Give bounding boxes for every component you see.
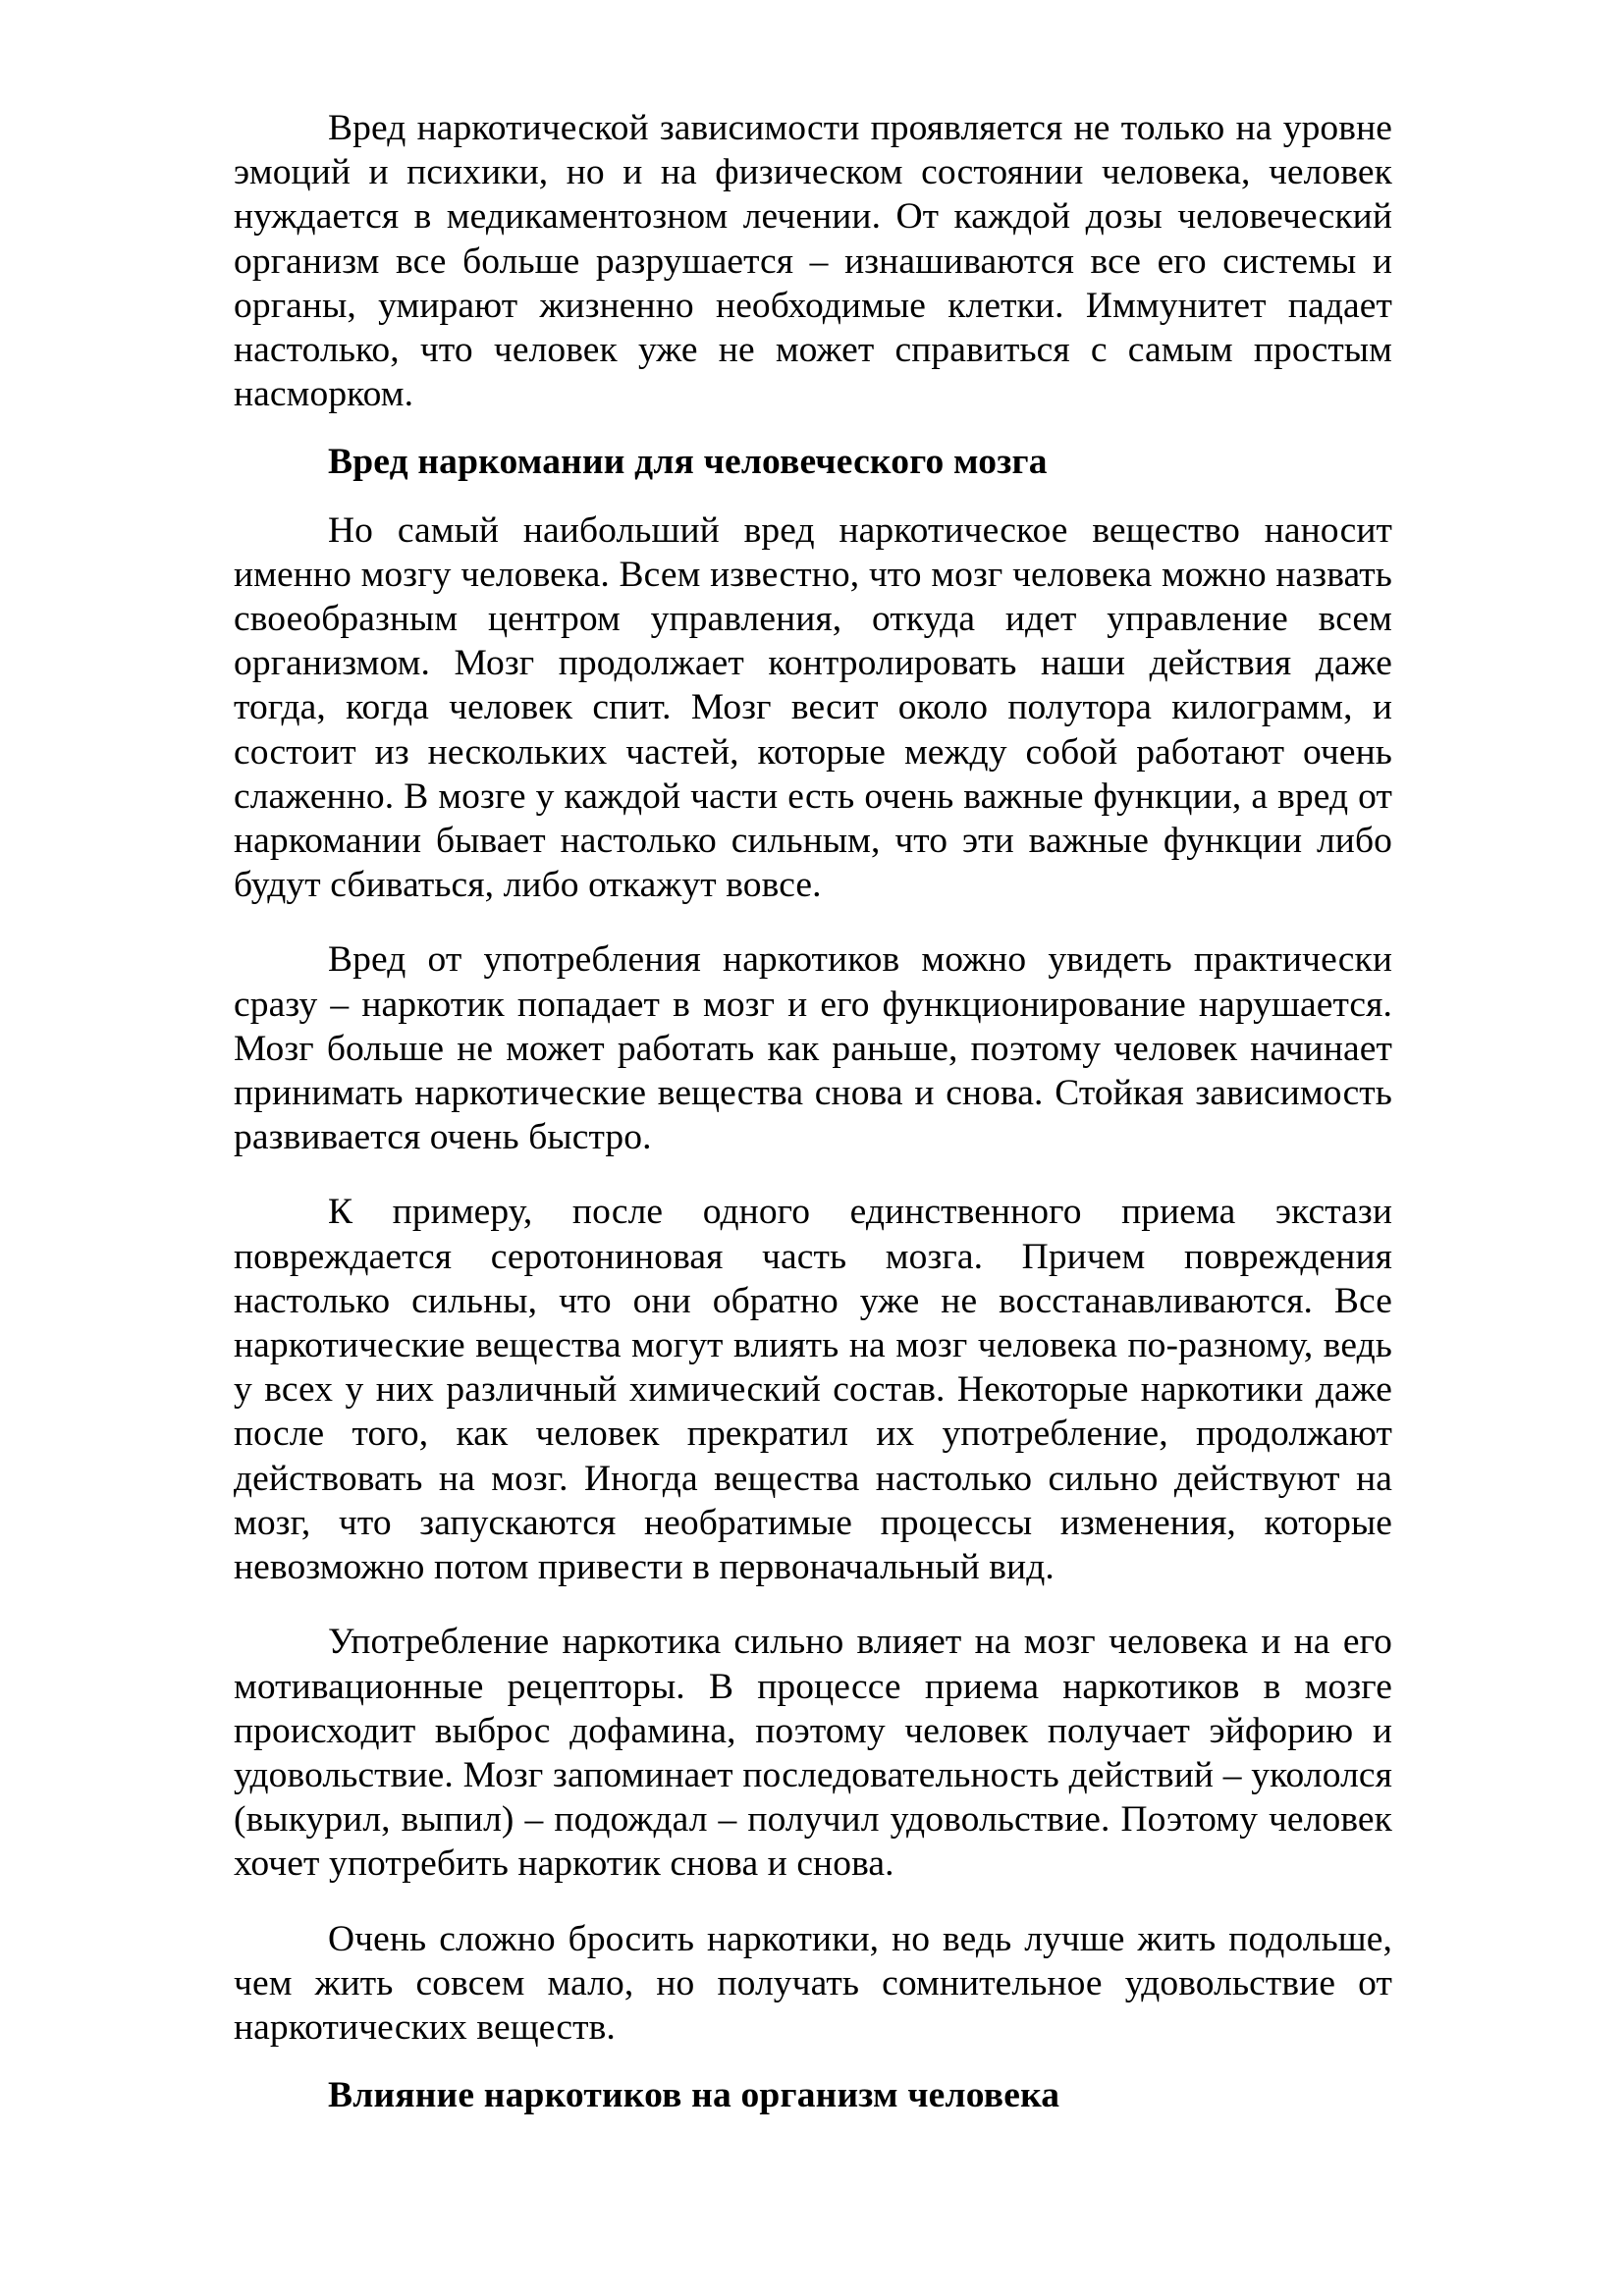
- spacer-paragraph-5: [234, 1887, 1392, 1917]
- spacer-paragraph-4: [234, 1589, 1392, 1620]
- document-body: [234, 106, 1392, 2117]
- paragraph-brain-control-center: Но самый наибольший вред наркотическое вещество наносит именно мозгу человека. Всем известно, что мозг человека можно назвать своеобразным центром управления, откуда идет управление всем организмом. Мозг продолжает контролировать наши действия даже тогда, когда человек спит. Мозг весит около полутора килограмм, и состоит из нескольких частей, которые между собой работают очень слаженно. В мозге у каждой части есть очень важные функции, а вред от наркомании бывает настолько сильным, что эти важные функции либо будут сбиваться, либо откажут вовсе.: [234, 509, 1392, 906]
- paragraph-immediate-harm: Вред от употребления наркотиков можно увидеть практически сразу – наркотик попадает в мозг и его функционирование нарушается. Мозг больше не может работать как раньше, поэтому человек начинает принимать наркотические вещества снова и снова. Стойкая зависимость развивается очень быстро.: [234, 939, 1392, 1158]
- paragraph-quitting-is-hard: Очень сложно бросить наркотики, но ведь лучше жить подольше, чем жить совсем мало, но получать сомнительное удовольствие от наркотических веществ.: [234, 1918, 1392, 2048]
- spacer-after-heading-1: [234, 485, 1392, 508]
- paragraph-ecstasy-serotonin: К примеру, после одного единственного приема экстази повреждается серотониновая часть мозга. Причем повреждения настолько сильны, что они обратно уже не восстанавливаются. Все наркотические вещества могут влиять на мозг человека по-разному, ведь у всех у них различный химический состав. Некоторые наркотики даже после того, как человек прекратил их употребление, продолжают действовать на мозг. Иногда вещества настолько сильно действуют на мозг, что запускаются необратимые процессы изменения, которые невозможно потом привести в первоначальный вид.: [234, 1192, 1392, 1588]
- spacer-before-heading-2: [234, 2050, 1392, 2073]
- paragraph-harm-of-addiction: Вред наркотической зависимости проявляется не только на уровне эмоций и психики, но и на физическом состоянии человека, человек нуждается в медикаментозном лечении. От каждой дозы человеческий организм все больше разрушается – изнашиваются все его системы и органы, умирают жизненно необходимые клетки. Иммунитет падает настолько, что человек уже не может справиться с самым простым насморком.: [234, 108, 1392, 415]
- spacer-before-heading-1: [234, 416, 1392, 440]
- spacer-paragraph-2: [234, 907, 1392, 937]
- paragraph-dopamine-motivation: Употребление наркотика сильно влияет на мозг человека и на его мотивационные рецепторы. В процессе приема наркотиков в мозге происходит выброс дофамина, поэтому человек получает эйфорию и удовольствие. Мозг запоминает последовательность действий – укололся (выкурил, выпил) – подождал – получил удовольствие. Поэтому человек хочет употребить наркотик снова и снова.: [234, 1622, 1392, 1885]
- heading-harm-to-brain: Вред наркомании для человеческого мозга: [328, 442, 1048, 483]
- spacer-paragraph-3: [234, 1159, 1392, 1190]
- heading-effect-on-body: Влияние наркотиков на организм человека: [328, 2075, 1060, 2116]
